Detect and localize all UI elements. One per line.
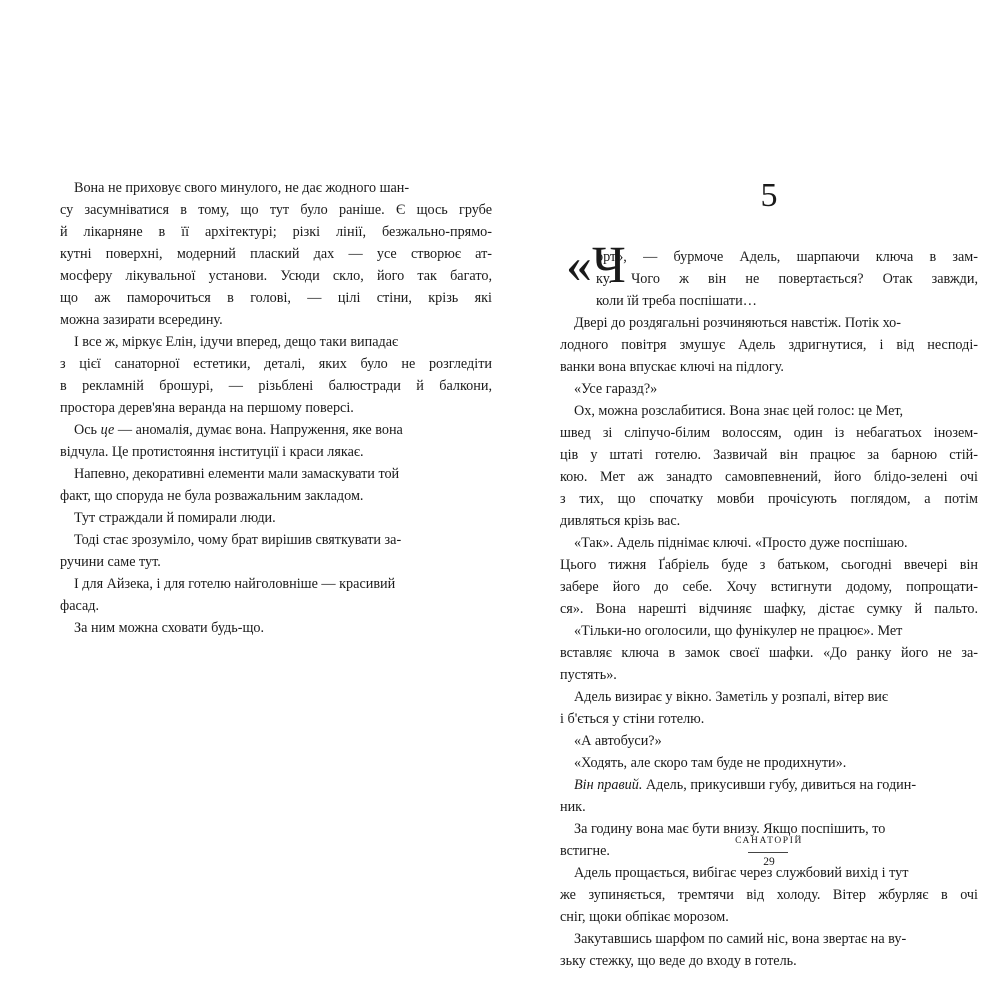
text-line: же зупиняється, тремтячи від холоду. Вітер жбурляє в очі bbox=[560, 887, 978, 903]
text-line: ванки вона впускає ключі на підлогу. bbox=[560, 359, 784, 375]
text-line: сніг, щоки обпікає морозом. bbox=[560, 909, 729, 925]
text-line: «Так». Адель піднімає ключі. «Просто дуже поспішаю. bbox=[574, 535, 908, 551]
text-line: І для Айзека, і для готелю найголовніше — красивий bbox=[74, 576, 396, 592]
text-line: кою. Мет аж занадто самовпевнений, його блідо-зелені очі bbox=[560, 469, 978, 485]
text-line: коли їй треба поспішати… bbox=[596, 293, 757, 309]
text-span: — аномалія, думає вона. Напруження, яке вона bbox=[114, 422, 403, 438]
text-line: дивляться крізь вас. bbox=[560, 513, 681, 529]
page-number: 29 bbox=[763, 856, 775, 868]
text-line bbox=[60, 419, 492, 441]
text-line: І все ж, міркує Елін, ідучи вперед, дещо таки випадає bbox=[74, 334, 399, 350]
text-line: Тут страждали й помирали люди. bbox=[74, 510, 276, 526]
text-line: з тих, що спочатку мовби прочісують поглядом, а потім bbox=[560, 491, 978, 507]
text-line: факт, що споруда не була розважальним закладом. bbox=[60, 488, 364, 504]
folio-rule bbox=[748, 852, 788, 853]
text-line: встигне. bbox=[560, 843, 610, 859]
text-line: ців у штаті готелю. Зазвичай він працює за барною стій- bbox=[560, 447, 978, 463]
chapter-number: 5 bbox=[760, 177, 778, 214]
text-line: що аж паморочиться в голові, — цілі стіни, крізь які bbox=[60, 290, 492, 306]
text-line: ся». Вона нарешті відчиняє шафку, дістає сумку й пальто. bbox=[560, 601, 978, 617]
drop-cap: «Ч bbox=[566, 237, 626, 294]
italic-span: це bbox=[100, 422, 115, 438]
running-title: САНАТОРІЙ bbox=[735, 836, 803, 846]
text-line: «А автобуси?» bbox=[574, 733, 662, 749]
text-line: швед зі сліпучо-білим волоссям, один із небагатьох інозем- bbox=[560, 425, 978, 441]
text-line: орт», — бурмоче Адель, шарпаючи ключа в зам- bbox=[596, 249, 978, 265]
text-line: Ох, можна розслабитися. Вона знає цей голос: це Мет, bbox=[574, 403, 904, 419]
text-line: відчула. Це протистояння інституції і краси лякає. bbox=[60, 444, 364, 460]
text-line: з цієї санаторної естетики, деталі, яких було не розгледіти bbox=[60, 356, 492, 372]
text-line: ник. bbox=[560, 799, 586, 815]
text-line: «Тільки-но оголосили, що фунікулер не працює». Мет bbox=[574, 623, 903, 639]
text-line: кутні поверхні, модерний плаский дах — усе створює ат- bbox=[60, 246, 492, 262]
text-line: лодного повітря змушує Адель здригнутися, і від несподі- bbox=[560, 337, 978, 353]
text-line: пустять». bbox=[560, 667, 617, 683]
text-line: мосферу лікувальної установи. Усюди скло, його так багато, bbox=[60, 268, 492, 284]
text-line: й лікарняне в її архітектурі; різкі лінії, безжально-прямо- bbox=[60, 224, 492, 240]
text-span: Ось bbox=[74, 422, 101, 438]
text-line: Тоді стає зрозуміло, чому брат вирішив святкувати за- bbox=[74, 532, 402, 548]
text-line: Вона не приховує свого минулого, не дає жодного шан- bbox=[74, 180, 410, 196]
text-line: ку. Чого ж він не повертається? Отак завжди, bbox=[596, 271, 978, 287]
text-line: можна зазирати всередину. bbox=[60, 312, 223, 328]
text-span: Адель, прикусивши губу, дивиться на годин- bbox=[642, 777, 917, 793]
text-line: простора дерев'яна веранда на першому поверсі. bbox=[60, 400, 354, 416]
text-line: За годину вона має бути внизу. Якщо поспішить, то bbox=[574, 821, 886, 837]
text-line: ручини саме тут. bbox=[60, 554, 161, 570]
text-line: фасад. bbox=[60, 598, 100, 614]
italic-span: Він правий. bbox=[574, 777, 643, 793]
text-line: зьку стежку, що веде до входу в готель. bbox=[560, 953, 797, 969]
text-line: Двері до роздягальні розчиняються навстіж. Потік хо- bbox=[574, 315, 901, 331]
text-line: За ним можна сховати будь-що. bbox=[74, 620, 265, 636]
text-line: Напевно, декоративні елементи мали замаскувати той bbox=[74, 466, 400, 482]
text-line: «Усе гаразд?» bbox=[574, 381, 658, 397]
text-line: Цього тижня Ґабріель буде з батьком, сьогодні ввечері він bbox=[560, 557, 978, 573]
text-line bbox=[560, 774, 978, 796]
text-line: Адель визирає у вікно. Заметіль у розпалі, вітер виє bbox=[574, 689, 888, 705]
text-line: Адель прощається, вибігає через службовий вихід і тут bbox=[574, 865, 909, 881]
text-line: су засумніватися в тому, що тут було раніше. Є щось грубе bbox=[60, 202, 492, 218]
text-line: забере його до себе. Хочу встигнути додому, попрощати- bbox=[560, 579, 978, 595]
text-line: і б'ється у стіни готелю. bbox=[560, 711, 705, 727]
text-line: в рекламній брошурі, — різьблені балюстради й балкони, bbox=[60, 378, 492, 394]
text-line: вставляє ключа в замок своєї шафки. «До ранку його не за- bbox=[560, 645, 978, 661]
text-line: «Ходять, але скоро там буде не продихнути». bbox=[574, 755, 847, 771]
text-line: Закутавшись шарфом по самий ніс, вона звертає на ву- bbox=[574, 931, 907, 947]
